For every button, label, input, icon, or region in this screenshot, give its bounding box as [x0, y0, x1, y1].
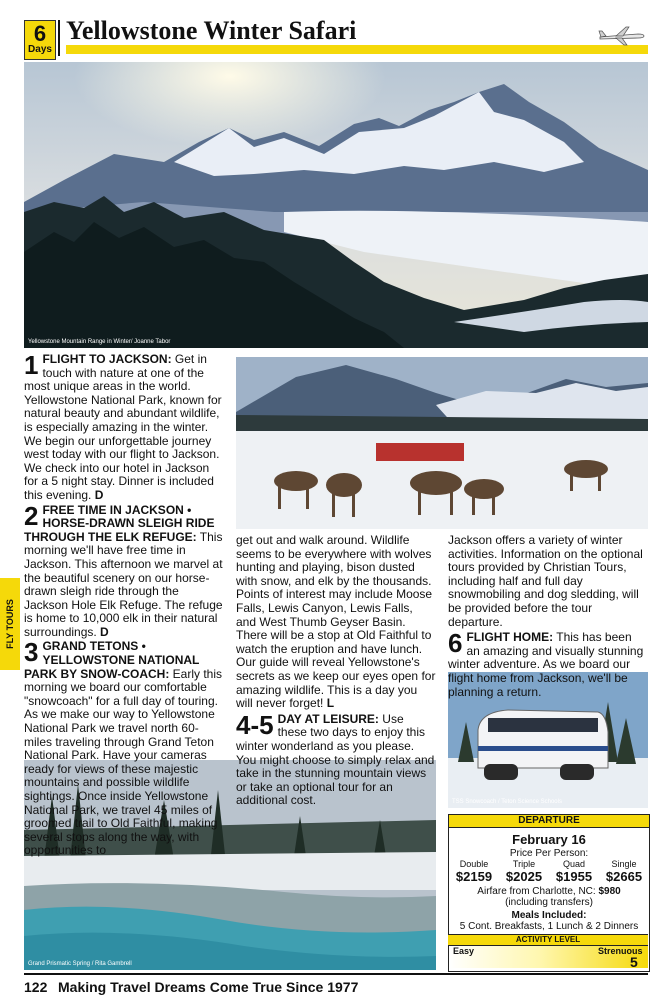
prismatic-caption: Grand Prismatic Spring / Rita Gambrell	[28, 961, 132, 967]
page-number: 122	[24, 979, 48, 995]
departure-date: February 16	[512, 832, 586, 847]
day-4-5-number: 4-5	[236, 709, 274, 740]
day-6-text: This has been an amazing and visually stunning winter adventure. As we board our flight home from Jackson, we'll be planning a return.	[448, 630, 644, 699]
day-2-text: This morning we'll have free time in Jackson. This afternoon we marvel at the beautiful scenery on our horse-drawn sleigh ride through the Jackson Hole Elk Refuge. The refuge is home to 10,000 elk in their natural surroundings.	[24, 529, 223, 639]
days-badge	[24, 20, 56, 60]
activity-easy-label: Easy	[453, 946, 475, 956]
fly-tours-label: FLY TOURS	[5, 599, 15, 649]
day-3-continued-text: get out and walk around. Wildlife seems to be everywhere with wolves hunting and playing, bison dusted with snow, and elk by the thousands. Points of interest may include Moose Falls, Lewis Canyon, Lewis Falls, and West Thumb Geyser Basin. There will be a stop at Old Faithful to watch the eruption and have lunch. Our guide will reveal Yellowstone's secrets as we keep our eyes open for amazing wildlife. This is a day you will never forget!	[236, 533, 436, 711]
page-title: Yellowstone Winter Safari	[66, 16, 357, 45]
day-4-5-heading: DAY AT LEISURE:	[277, 711, 379, 726]
itinerary-column-2	[236, 534, 436, 808]
price-per-person-label: Price Per Person:	[509, 848, 589, 859]
day-6	[448, 628, 648, 699]
airfare-line	[449, 886, 649, 897]
day-4-5-continued	[448, 534, 648, 629]
fly-tours-tab	[0, 578, 20, 670]
day-3-number: 3	[24, 637, 39, 668]
airplane-icon	[598, 24, 646, 48]
hero-photo-art	[24, 62, 648, 348]
day-3-heading: GRAND TETONS • YELLOWSTONE NATIONAL PARK BY SNOW-COACH:	[24, 639, 200, 681]
day-4-5-continued-text: Jackson offers a variety of winter activities. Information on the optional tours provided by Christian Tours, including half and full day snowmobiling and dog sledding, will be provided before the tour departure.	[448, 533, 643, 629]
day-3	[24, 637, 224, 858]
day-3-text: Early this morning we board our comfortable "snowcoach" for a full day of touring. As we make our way to Yellowstone National Park we travel north 60-miles traveling through Grand Teton National Park. Have your cameras ready for views of these majestic mountains and possible wildlife sightings. Once inside Yellowstone National Park, we travel 45 miles of groomed trail to Old Faithful, making several stops along the way, with opportunities to	[24, 666, 222, 858]
price-single: $2665	[605, 869, 643, 884]
day-1	[24, 350, 224, 503]
airfare-note: (including transfers)	[505, 897, 593, 908]
elk-photo	[236, 357, 648, 529]
price-row	[449, 869, 649, 884]
itinerary-column-1	[24, 350, 224, 858]
departure-heading: DEPARTURE	[449, 815, 649, 828]
room-type-row	[449, 859, 649, 869]
airfare-label: Airfare from Charlotte, NC:	[477, 886, 596, 897]
activity-level-heading: ACTIVITY LEVEL	[448, 934, 648, 946]
elk-photo-art	[236, 357, 648, 529]
day-3-continued	[236, 534, 436, 711]
day-4-5-text: Use these two days to enjoy this winter wonderland as you please. You might choose to simply relax and take in the stunning mountain views or take an optional tour for an additional cost.	[236, 711, 435, 808]
price-quad: $1955	[555, 869, 593, 884]
day-2	[24, 500, 224, 640]
day-6-number: 6	[448, 628, 463, 659]
day-1-meal: D	[94, 487, 104, 502]
day-1-number: 1	[24, 350, 39, 380]
hero-photo	[24, 62, 648, 348]
title-underline	[66, 45, 648, 54]
price-triple: $2025	[505, 869, 543, 884]
title-divider	[58, 20, 60, 56]
day-4-5	[236, 709, 436, 808]
footer-divider	[24, 973, 648, 975]
snowcoach-caption: TSS Snowcoach / Teton Science Schools	[452, 799, 562, 805]
meals-label: Meals Included:	[511, 910, 587, 921]
days-number: 6	[33, 21, 47, 46]
day-1-text: Get in touch with nature at one of the most unique areas in the world. Yellowstone National Park, known for natural beauty and abundant wildlife, is especially amazing in the winter. We begin our unforgettable journey west today with our flight to Jackson. We check into our hotel in Jackson for a 5 night stay. Dinner is included this evening.	[24, 352, 222, 502]
room-type-double: Double	[459, 859, 489, 869]
day-3-meal: L	[326, 696, 335, 711]
price-double: $2159	[455, 869, 493, 884]
days-label: Days	[28, 44, 52, 55]
meals-included: 5 Cont. Breakfasts, 1 Lunch & 2 Dinners	[459, 921, 639, 932]
day-1-heading: FLIGHT TO JACKSON:	[42, 352, 172, 366]
day-2-meal: D	[100, 624, 109, 639]
footer-tagline: Making Travel Dreams Come True Since 1977	[58, 979, 359, 995]
hero-caption: Yellowstone Mountain Range in Winter/ Joanne Tabor	[28, 339, 171, 345]
room-type-quad: Quad	[562, 859, 586, 869]
room-type-single: Single	[611, 859, 637, 869]
activity-level-value: 5	[630, 954, 638, 970]
itinerary-column-3	[448, 534, 648, 699]
day-2-heading: FREE TIME IN JACKSON • HORSE-DRAWN SLEIGH RIDE THROUGH THE ELK REFUGE:	[24, 502, 215, 544]
activity-strenuous-label: Strenuous	[598, 946, 643, 956]
airfare-value: $980	[598, 886, 621, 897]
day-6-heading: FLIGHT HOME:	[466, 630, 554, 645]
day-2-number: 2	[24, 500, 39, 531]
room-type-triple: Triple	[512, 859, 536, 869]
